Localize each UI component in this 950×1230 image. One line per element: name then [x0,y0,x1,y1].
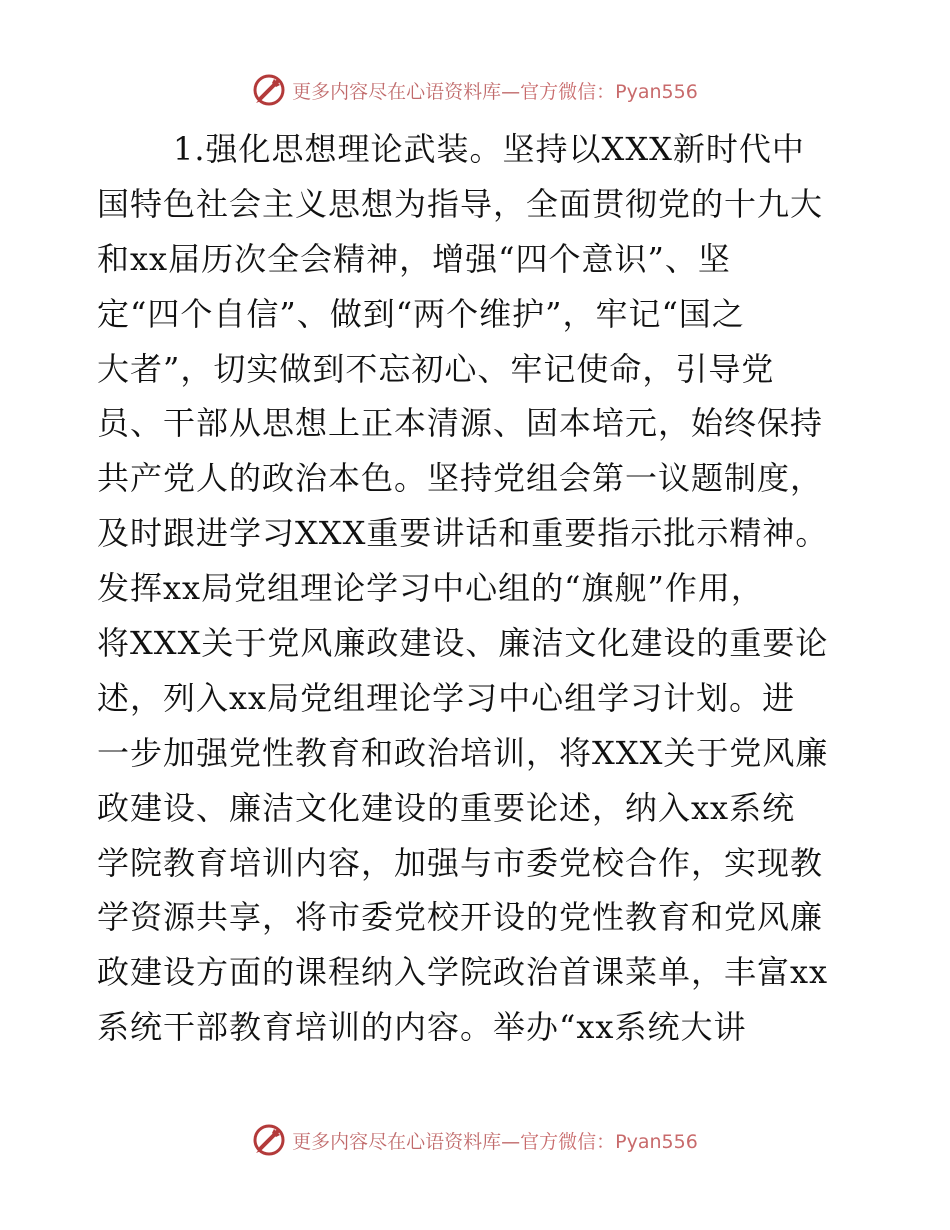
body-line: 学资源共享，将市委党校开设的党性教育和党风廉 [97,898,824,937]
watermark-wechat-text: 官方微信：Pyan556 [520,1130,698,1153]
body-line: 将XXX关于党风廉政建设、廉洁文化建设的重要论 [97,624,829,663]
watermark-dash: — [501,80,521,103]
body-line: 述，列入xx局党组理论学习中心组学习计划。进 [97,678,796,717]
watermark-dash: — [501,1130,521,1153]
body-line: 大者”，切实做到不忘初心、牢记使命，引导党 [97,349,775,388]
body-line: 定“四个自信”、做到“两个维护”，牢记“国之 [97,294,745,333]
watermark-text [292,1127,698,1154]
watermark-text [292,77,698,104]
body-line: 一步加强党性教育和政治培训，将XXX关于党风廉 [97,733,829,772]
body-line: 1.强化思想理论武装。坚持以XXX新时代中 [173,130,805,168]
body-paragraph [97,122,857,1055]
body-line: 政建设方面的课程纳入学院政治首课菜单，丰富xx [97,953,829,992]
body-line: 国特色社会主义思想为指导，全面贯彻党的十九大 [97,184,824,223]
body-line: 共产党人的政治本色。坚持党组会第一议题制度， [97,459,824,498]
body-line: 和xx届历次全会精神，增强“四个意识”、坚 [97,239,731,278]
body-line: 及时跟进学习XXX重要讲话和重要指示批示精神。 [97,514,829,553]
watermark-wechat-text: 官方微信：Pyan556 [520,80,698,103]
body-line: 员、干部从思想上正本清源、固本培元，始终保持 [97,404,824,443]
header-watermark-banner [0,70,950,110]
body-line: 学院教育培训内容，加强与市委党校合作，实现教 [97,843,824,882]
brush-logo-icon [252,73,286,107]
body-line: 政建设、廉洁文化建设的重要论述，纳入xx系统 [97,788,796,827]
brush-logo-icon [252,1123,286,1157]
body-line: 发挥xx局党组理论学习中心组的“旗舰”作用， [97,569,764,608]
watermark-site-text: 更多内容尽在心语资料库 [292,80,502,103]
body-line: 系统干部教育培训的内容。举办“xx系统大讲 [97,1008,747,1047]
footer-watermark-banner [0,1120,950,1160]
watermark-site-text: 更多内容尽在心语资料库 [292,1130,502,1153]
